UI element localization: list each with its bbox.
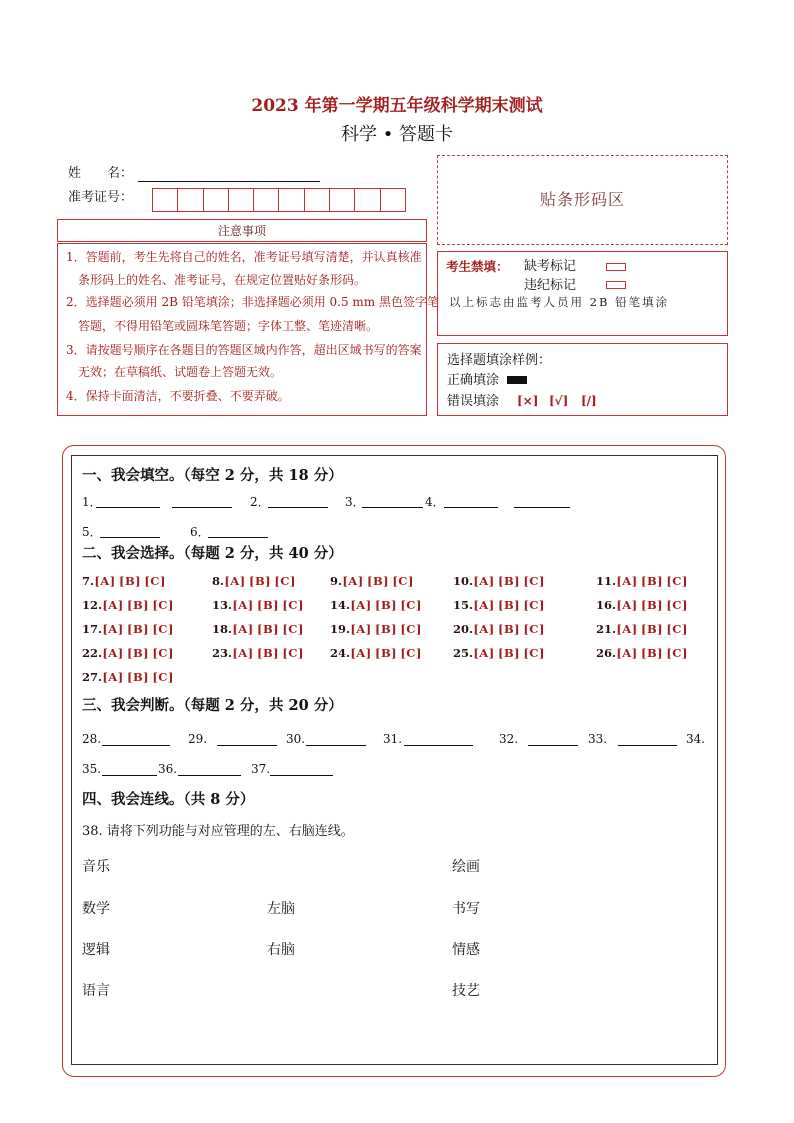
option-c-bubble[interactable]: [C] — [392, 574, 414, 588]
judge-number: 30. — [286, 732, 306, 746]
option-b-bubble[interactable]: [B] — [498, 598, 521, 612]
fill-number: 1． — [82, 495, 102, 509]
fill-blank[interactable] — [268, 507, 328, 508]
note-line: 2．选择题必须用 2B 铅笔填涂；非选择题必须用 0.5 mm 黑色签字笔 — [66, 295, 440, 309]
fill-number: 6． — [190, 525, 210, 539]
note-line: 无效；在草稿纸、试题卷上答题无效。 — [78, 365, 283, 379]
notes-header — [57, 219, 427, 242]
option-c-bubble[interactable]: [C] — [666, 598, 688, 612]
choice-question — [212, 648, 307, 660]
question-number: 22. — [82, 646, 103, 660]
question-number: 17. — [82, 622, 103, 636]
sheet-subtitle: 科学 • 答题卡 — [340, 124, 454, 145]
question-number: 14. — [330, 598, 351, 612]
option-a-bubble[interactable]: [A] — [473, 622, 495, 636]
id-digit-box[interactable] — [152, 188, 178, 212]
proctor-label: 考生禁填： — [446, 259, 509, 274]
option-c-bubble[interactable]: [C] — [282, 622, 304, 636]
option-b-bubble[interactable]: [B] — [127, 670, 150, 684]
absent-mark-label: 缺考标记 — [524, 259, 577, 274]
fill-blank[interactable] — [208, 537, 268, 538]
judge-number: 29. — [188, 732, 208, 746]
wrong-mark-slash: [/] — [581, 394, 597, 408]
match-middle-item: 左脑 — [267, 901, 295, 917]
name-field[interactable] — [138, 181, 320, 182]
barcode-area — [437, 155, 728, 245]
judge-number: 32. — [499, 732, 519, 746]
judge-blank[interactable] — [528, 745, 578, 746]
question-number: 26. — [596, 646, 617, 660]
question-number: 16. — [596, 598, 617, 612]
choice-question — [82, 576, 169, 588]
option-c-bubble[interactable]: [C] — [400, 598, 422, 612]
note-line: 3．请按题号顺序在各题目的答题区域内作答，超出区域书写的答案 — [66, 343, 422, 357]
section-fill-title: 一、我会填空。（每空 2 分，共 18 分） — [82, 467, 343, 484]
option-a-bubble[interactable]: [A] — [342, 574, 364, 588]
question-number: 8. — [212, 574, 225, 588]
option-c-bubble[interactable]: [C] — [523, 622, 545, 636]
choice-question — [212, 576, 299, 588]
option-b-bubble[interactable]: [B] — [641, 622, 664, 636]
option-a-bubble[interactable]: [A] — [232, 598, 254, 612]
option-c-bubble[interactable]: [C] — [152, 670, 174, 684]
fill-number: 5． — [82, 525, 102, 539]
absent-mark-box[interactable] — [606, 263, 626, 271]
option-c-bubble[interactable]: [C] — [152, 598, 174, 612]
judge-number: 36. — [158, 762, 178, 776]
option-c-bubble[interactable]: [C] — [152, 646, 174, 660]
option-a-bubble[interactable]: [A] — [473, 598, 495, 612]
option-a-bubble[interactable]: [A] — [616, 646, 638, 660]
fill-blank[interactable] — [362, 507, 423, 508]
option-b-bubble[interactable]: [B] — [375, 646, 398, 660]
choice-question — [82, 600, 177, 612]
option-b-bubble[interactable]: [B] — [367, 574, 390, 588]
option-b-bubble[interactable]: [B] — [641, 646, 664, 660]
fill-blank[interactable] — [96, 507, 160, 508]
judge-number: 28. — [82, 732, 102, 746]
choice-question — [212, 624, 307, 636]
choice-question — [453, 600, 548, 612]
question-number: 18. — [212, 622, 233, 636]
judge-number: 31. — [383, 732, 403, 746]
option-b-bubble[interactable]: [B] — [257, 646, 280, 660]
exam-title: 2023 年第一学期五年级科学期末测试 — [251, 96, 543, 116]
option-a-bubble[interactable]: [A] — [102, 598, 124, 612]
match-left-item: 语言 — [82, 983, 110, 999]
option-b-bubble[interactable]: [B] — [498, 574, 521, 588]
match-left-item: 数学 — [82, 901, 110, 917]
option-b-bubble[interactable]: [B] — [257, 598, 280, 612]
option-a-bubble[interactable]: [A] — [102, 646, 124, 660]
wrong-fill-label: 错误填涂 — [447, 394, 500, 409]
option-a-bubble[interactable]: [A] — [224, 574, 246, 588]
option-b-bubble[interactable]: [B] — [249, 574, 272, 588]
question-number: 13. — [212, 598, 233, 612]
judge-blank[interactable] — [178, 775, 241, 776]
option-c-bubble[interactable]: [C] — [274, 574, 296, 588]
violation-mark-label: 违纪标记 — [524, 278, 577, 293]
question-number: 9. — [330, 574, 343, 588]
wrong-mark-check: [√] — [549, 394, 569, 408]
option-b-bubble[interactable]: [B] — [127, 646, 150, 660]
choice-question — [453, 648, 548, 660]
judge-blank[interactable] — [102, 775, 157, 776]
option-c-bubble[interactable]: [C] — [400, 622, 422, 636]
match-prompt: 38. 请将下列功能与对应管理的左、右脑连线。 — [82, 824, 354, 839]
fill-blank[interactable] — [514, 507, 570, 508]
choice-question — [453, 624, 548, 636]
judge-number: 33. — [588, 732, 608, 746]
option-a-bubble[interactable]: [A] — [616, 574, 638, 588]
fill-sample-title: 选择题填涂样例： — [447, 353, 552, 368]
option-c-bubble[interactable]: [C] — [152, 622, 174, 636]
option-b-bubble[interactable]: [B] — [641, 574, 664, 588]
judge-number: 37. — [251, 762, 271, 776]
notes-title: 注意事项 — [217, 223, 266, 238]
fill-number: 2． — [250, 495, 270, 509]
id-digit-box[interactable] — [253, 188, 279, 212]
option-a-bubble[interactable]: [A] — [232, 622, 254, 636]
violation-mark-box[interactable] — [606, 281, 626, 289]
section-judge-title: 三、我会判断。（每题 2 分，共 20 分） — [82, 697, 343, 714]
match-left-item: 音乐 — [82, 859, 110, 875]
option-c-bubble[interactable]: [C] — [523, 574, 545, 588]
option-a-bubble[interactable]: [A] — [350, 646, 372, 660]
option-b-bubble[interactable]: [B] — [127, 622, 150, 636]
judge-number: 35. — [82, 762, 102, 776]
option-b-bubble[interactable]: [B] — [375, 622, 398, 636]
question-number: 12. — [82, 598, 103, 612]
exam-id-label: 准考证号： — [68, 190, 134, 205]
choice-question — [212, 600, 307, 612]
option-c-bubble[interactable]: [C] — [523, 646, 545, 660]
option-b-bubble[interactable]: [B] — [641, 598, 664, 612]
id-digit-box[interactable] — [203, 188, 229, 212]
question-number: 10. — [453, 574, 474, 588]
id-digit-box[interactable] — [329, 188, 355, 212]
choice-question — [596, 624, 691, 636]
question-number: 20. — [453, 622, 474, 636]
option-c-bubble[interactable]: [C] — [144, 574, 166, 588]
match-left-item: 逻辑 — [82, 942, 110, 958]
id-digit-box[interactable] — [278, 188, 304, 212]
judge-blank[interactable] — [270, 775, 333, 776]
question-number: 23. — [212, 646, 233, 660]
option-a-bubble[interactable]: [A] — [473, 574, 495, 588]
section-match-title: 四、我会连线。（共 8 分） — [82, 791, 255, 808]
match-right-item: 书写 — [452, 901, 480, 917]
id-digit-box[interactable] — [228, 188, 254, 212]
question-number: 15. — [453, 598, 474, 612]
fill-number: 3． — [345, 495, 365, 509]
choice-question — [330, 648, 425, 660]
judge-blank[interactable] — [618, 745, 677, 746]
option-a-bubble[interactable]: [A] — [94, 574, 116, 588]
judge-blank[interactable] — [217, 745, 277, 746]
choice-question — [596, 576, 691, 588]
fill-blank[interactable] — [100, 537, 160, 538]
exam-id-boxes — [152, 188, 406, 212]
question-number: 7. — [82, 574, 95, 588]
note-line: 1．答题前，考生先将自己的姓名，准考证号填写清楚，并认真核准 — [66, 250, 422, 264]
id-digit-box[interactable] — [354, 188, 380, 212]
match-right-item: 技艺 — [452, 983, 480, 999]
correct-fill-label: 正确填涂 — [447, 373, 500, 388]
option-c-bubble[interactable]: [C] — [666, 574, 688, 588]
judge-blank[interactable] — [102, 745, 170, 746]
choice-question — [330, 600, 425, 612]
choice-question — [330, 576, 417, 588]
fill-blank[interactable] — [444, 507, 498, 508]
choice-question — [596, 648, 691, 660]
wrong-mark-cross: [×] — [517, 394, 539, 408]
choice-question — [82, 672, 177, 684]
option-b-bubble[interactable]: [B] — [119, 574, 142, 588]
option-a-bubble[interactable]: [A] — [350, 598, 372, 612]
option-a-bubble[interactable]: [A] — [473, 646, 495, 660]
note-line: 条形码上的姓名、准考证号，在规定位置贴好条形码。 — [78, 273, 367, 287]
id-digit-box[interactable] — [304, 188, 330, 212]
option-c-bubble[interactable]: [C] — [282, 598, 304, 612]
question-number: 27. — [82, 670, 103, 684]
correct-fill-example — [507, 376, 527, 384]
option-a-bubble[interactable]: [A] — [102, 622, 124, 636]
name-label: 姓 名： — [68, 166, 134, 181]
question-number: 19. — [330, 622, 351, 636]
option-c-bubble[interactable]: [C] — [666, 646, 688, 660]
option-b-bubble[interactable]: [B] — [127, 598, 150, 612]
judge-blank[interactable] — [404, 745, 473, 746]
choice-question — [596, 600, 691, 612]
question-number: 21. — [596, 622, 617, 636]
judge-number: 34. — [686, 732, 706, 746]
fill-blank[interactable] — [172, 507, 232, 508]
choice-question — [82, 624, 177, 636]
option-c-bubble[interactable]: [C] — [282, 646, 304, 660]
match-right-item: 情感 — [452, 942, 480, 958]
id-digit-box[interactable] — [380, 188, 406, 212]
fill-number: 4． — [425, 495, 445, 509]
option-b-bubble[interactable]: [B] — [257, 622, 280, 636]
choice-question — [453, 576, 548, 588]
id-digit-box[interactable] — [177, 188, 203, 212]
option-a-bubble[interactable]: [A] — [350, 622, 372, 636]
choice-question — [82, 648, 177, 660]
option-a-bubble[interactable]: [A] — [232, 646, 254, 660]
question-number: 11. — [596, 574, 617, 588]
question-number: 25. — [453, 646, 474, 660]
match-right-item: 绘画 — [452, 859, 480, 875]
barcode-label: 贴条形码区 — [539, 190, 625, 209]
option-a-bubble[interactable]: [A] — [102, 670, 124, 684]
option-c-bubble[interactable]: [C] — [523, 598, 545, 612]
note-line: 4．保持卡面清洁，不要折叠、不要弄破。 — [66, 389, 290, 403]
choice-question — [330, 624, 425, 636]
question-number: 24. — [330, 646, 351, 660]
judge-blank[interactable] — [306, 745, 366, 746]
proctor-note: 以上标志由监考人员用 2B 铅笔填涂 — [449, 295, 670, 309]
match-middle-item: 右脑 — [267, 942, 295, 958]
note-line: 答题，不得用铅笔或圆珠笔答题；字体工整、笔迹清晰。 — [78, 319, 379, 333]
option-c-bubble[interactable]: [C] — [400, 646, 422, 660]
section-choice-title: 二、我会选择。（每题 2 分，共 40 分） — [82, 545, 343, 562]
option-b-bubble[interactable]: [B] — [498, 646, 521, 660]
option-b-bubble[interactable]: [B] — [498, 622, 521, 636]
option-a-bubble[interactable]: [A] — [616, 598, 638, 612]
option-a-bubble[interactable]: [A] — [616, 622, 638, 636]
option-b-bubble[interactable]: [B] — [375, 598, 398, 612]
option-c-bubble[interactable]: [C] — [666, 622, 688, 636]
